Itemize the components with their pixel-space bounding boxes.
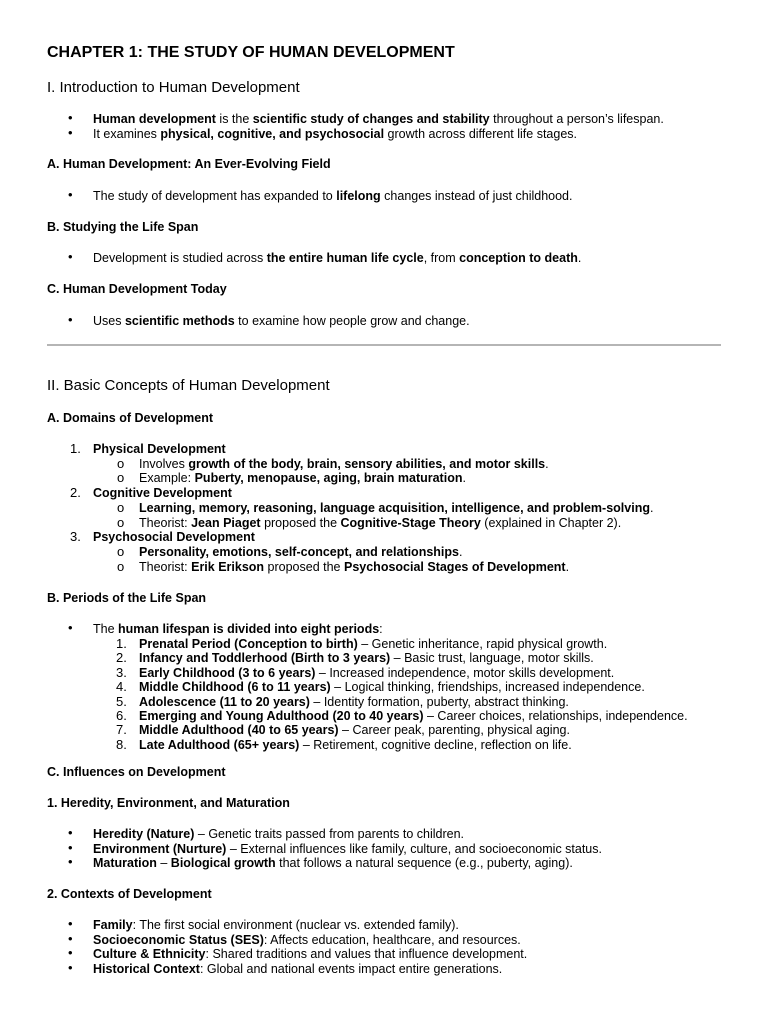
- text-run: (explained in Chapter 2).: [480, 515, 622, 530]
- bold-text: the entire human life cycle: [266, 251, 424, 265]
- section-2-heading: II. Basic Concepts of Human Development: [47, 377, 330, 394]
- text-run: The: [93, 622, 119, 636]
- domain-title: [93, 442, 226, 456]
- text-run: – External influences like family, culture, and socioeconomic status.: [226, 841, 602, 856]
- bullet-marker: •: [68, 110, 73, 125]
- text-run: .: [565, 559, 570, 574]
- text-run: Theorist:: [139, 559, 192, 574]
- bold-text: Historical Context: [93, 961, 200, 976]
- bold-text: scientific methods: [124, 314, 235, 328]
- bold-text: lifelong: [336, 189, 381, 203]
- section-1b-heading: B. Studying the Life Span: [47, 220, 199, 234]
- sub-bullet-marker: o: [117, 455, 125, 471]
- bullet-marker: •: [68, 959, 73, 975]
- text-run: .: [649, 500, 654, 515]
- bold-text: Personality, emotions, self-concept, and relationships: [139, 544, 459, 559]
- bold-text: Middle Childhood (6 to 11 years): [139, 680, 331, 695]
- bullet-marker: •: [68, 854, 73, 870]
- list-number: 7.: [116, 722, 127, 738]
- bold-text: Physical Development: [93, 442, 226, 456]
- list-item: [93, 314, 470, 328]
- section-1c-heading: C. Human Development Today: [47, 282, 227, 296]
- bold-text: Cognitive Development: [93, 486, 232, 501]
- influences-part-1-heading: 1. Heredity, Environment, and Maturation: [47, 796, 290, 810]
- text-run: , from: [423, 251, 460, 265]
- list-number: 3.: [70, 529, 81, 545]
- text-run: .: [545, 456, 549, 471]
- bullet-marker: •: [68, 930, 73, 946]
- page-title: CHAPTER 1: THE STUDY OF HUMAN DEVELOPMENT: [47, 44, 455, 61]
- periods-lead: [93, 622, 383, 636]
- domain-detail: [139, 471, 466, 485]
- text-run: .: [462, 471, 466, 486]
- section-2a-heading: A. Domains of Development: [47, 411, 213, 425]
- domain-title: [93, 530, 255, 544]
- bold-text: Late Adulthood (65+ years): [139, 737, 300, 752]
- list-item: [93, 947, 527, 961]
- bullet-marker: •: [68, 125, 73, 140]
- bold-text: Prenatal Period (Conception to birth): [139, 637, 358, 651]
- text-run: Uses: [93, 314, 125, 328]
- text-run: .: [577, 251, 582, 265]
- bold-text: Human development: [93, 112, 216, 126]
- domain-detail: [139, 516, 621, 530]
- domain-detail: [139, 560, 569, 574]
- text-run: The study of development has expanded to: [93, 189, 337, 203]
- bold-text: conception to death: [459, 251, 578, 265]
- list-item: [93, 251, 581, 265]
- text-run: : Affects education, healthcare, and resources.: [263, 932, 521, 947]
- text-run: Involves: [139, 456, 189, 471]
- bullet-marker: •: [68, 312, 73, 327]
- bold-text: Learning, memory, reasoning, language acquisition, intelligence, and problem-solving: [139, 500, 650, 515]
- domain-detail: [139, 545, 462, 559]
- list-number: 1.: [116, 636, 127, 651]
- bullet-marker: •: [68, 825, 73, 840]
- bold-text: Middle Adulthood (40 to 65 years): [139, 723, 339, 738]
- period-item: [139, 709, 688, 723]
- bold-text: Infancy and Toddlerhood (Birth to 3 years): [139, 651, 391, 666]
- list-item: [93, 112, 664, 126]
- text-run: :: [379, 622, 383, 636]
- text-run: – Career peak, parenting, physical aging.: [338, 723, 570, 738]
- period-item: [139, 680, 645, 694]
- period-item: [139, 723, 570, 737]
- sub-bullet-marker: o: [117, 470, 125, 486]
- text-run: is the: [215, 112, 253, 126]
- bold-text: Maturation: [93, 856, 157, 871]
- bold-text: Emerging and Young Adulthood (20 to 40 years): [139, 709, 424, 723]
- section-1-heading: I. Introduction to Human Development: [47, 79, 300, 96]
- list-item: [93, 127, 577, 141]
- list-item: [93, 933, 521, 947]
- list-number: 2.: [116, 650, 127, 666]
- text-run: : Shared traditions and values that influence development.: [205, 947, 528, 961]
- text-run: It examines: [93, 127, 161, 141]
- period-item: [139, 637, 607, 651]
- section-1a-heading: A. Human Development: An Ever-Evolving Field: [47, 157, 331, 171]
- text-run: – Identity formation, puberty, abstract thinking.: [309, 694, 569, 709]
- bold-text: Puberty, menopause, aging, brain maturation: [194, 471, 463, 486]
- bold-text: Biological growth: [170, 856, 276, 871]
- text-run: : The first social environment (nuclear vs. extended family).: [132, 918, 459, 932]
- bold-text: Cognitive-Stage Theory: [340, 515, 481, 530]
- bold-text: Culture & Ethnicity: [93, 947, 206, 961]
- text-run: – Genetic inheritance, rapid physical growth.: [357, 637, 608, 651]
- section-2c-heading: C. Influences on Development: [47, 765, 226, 779]
- bullet-marker: •: [68, 249, 73, 264]
- text-run: growth across different life stages.: [384, 127, 577, 141]
- text-run: – Genetic traits passed from parents to children.: [194, 827, 464, 841]
- influences-part-2-heading: 2. Contexts of Development: [47, 887, 212, 901]
- list-number: 4.: [116, 679, 127, 695]
- bold-text: Psychosocial Stages of Development: [343, 559, 566, 574]
- list-number: 6.: [116, 708, 127, 723]
- bold-text: Socioeconomic Status (SES): [93, 932, 264, 947]
- bold-text: Jean Piaget: [191, 515, 261, 530]
- sub-bullet-marker: o: [117, 499, 125, 515]
- period-item: [139, 695, 569, 709]
- section-2b-heading: B. Periods of the Life Span: [47, 591, 207, 605]
- text-run: – Logical thinking, friendships, increased independence.: [330, 680, 645, 695]
- list-number: 2.: [70, 485, 81, 501]
- period-item: [139, 738, 572, 752]
- bullet-marker: •: [68, 839, 73, 855]
- text-run: Theorist:: [139, 515, 192, 530]
- text-run: to examine how people grow and change.: [234, 314, 470, 328]
- bold-text: Environment (Nurture): [93, 841, 227, 856]
- list-item: [93, 918, 459, 932]
- bold-text: Adolescence (11 to 20 years): [139, 694, 310, 709]
- bold-text: scientific study of changes and stability: [252, 112, 490, 126]
- list-item: [93, 962, 502, 976]
- list-number: 3.: [116, 664, 127, 680]
- period-item: [139, 651, 594, 665]
- text-run: : Global and national events impact entire generations.: [199, 961, 503, 976]
- list-number: 5.: [116, 693, 127, 709]
- domain-detail: [139, 457, 549, 471]
- horizontal-divider: [47, 344, 721, 346]
- text-run: – Career choices, relationships, independence.: [423, 709, 688, 723]
- text-run: proposed the: [264, 559, 344, 574]
- bullet-marker: •: [68, 916, 73, 931]
- list-item: [93, 856, 573, 870]
- text-run: – Retirement, cognitive decline, reflection on life.: [299, 737, 572, 752]
- text-run: throughout a person’s lifespan.: [489, 112, 664, 126]
- bullet-marker: •: [68, 945, 73, 960]
- text-run: that follows a natural sequence (e.g., puberty, aging).: [275, 856, 573, 871]
- domain-detail: [139, 501, 653, 515]
- sub-bullet-marker: o: [117, 514, 125, 530]
- text-run: –: [156, 856, 171, 871]
- period-item: [139, 666, 614, 680]
- bold-text: Early Childhood (3 to 6 years): [139, 665, 316, 680]
- sub-bullet-marker: o: [117, 558, 125, 574]
- bold-text: growth of the body, brain, sensory abilities, and motor skills: [188, 456, 546, 471]
- text-run: Development is studied across: [93, 251, 267, 265]
- bold-text: Heredity (Nature): [93, 827, 195, 841]
- list-number: 1.: [70, 441, 81, 456]
- bold-text: human lifespan is divided into eight periods: [118, 622, 380, 636]
- text-run: – Increased independence, motor skills development.: [315, 665, 615, 680]
- list-number: 8.: [116, 736, 127, 752]
- sub-bullet-marker: o: [117, 543, 125, 559]
- bullet-marker: •: [68, 187, 73, 202]
- text-run: changes instead of just childhood.: [380, 189, 573, 203]
- bold-text: physical, cognitive, and psychosocial: [160, 127, 385, 141]
- bullet-marker: •: [68, 620, 73, 635]
- domain-title: [93, 486, 232, 500]
- bold-text: Erik Erikson: [191, 559, 265, 574]
- text-run: .: [458, 544, 463, 559]
- list-item: [93, 827, 464, 841]
- list-item: [93, 842, 602, 856]
- text-run: – Basic trust, language, motor skills.: [390, 651, 594, 666]
- list-item: [93, 189, 572, 203]
- bold-text: Psychosocial Development: [93, 530, 255, 545]
- bold-text: Family: [93, 918, 133, 932]
- text-run: Example:: [139, 471, 195, 486]
- text-run: proposed the: [260, 515, 341, 530]
